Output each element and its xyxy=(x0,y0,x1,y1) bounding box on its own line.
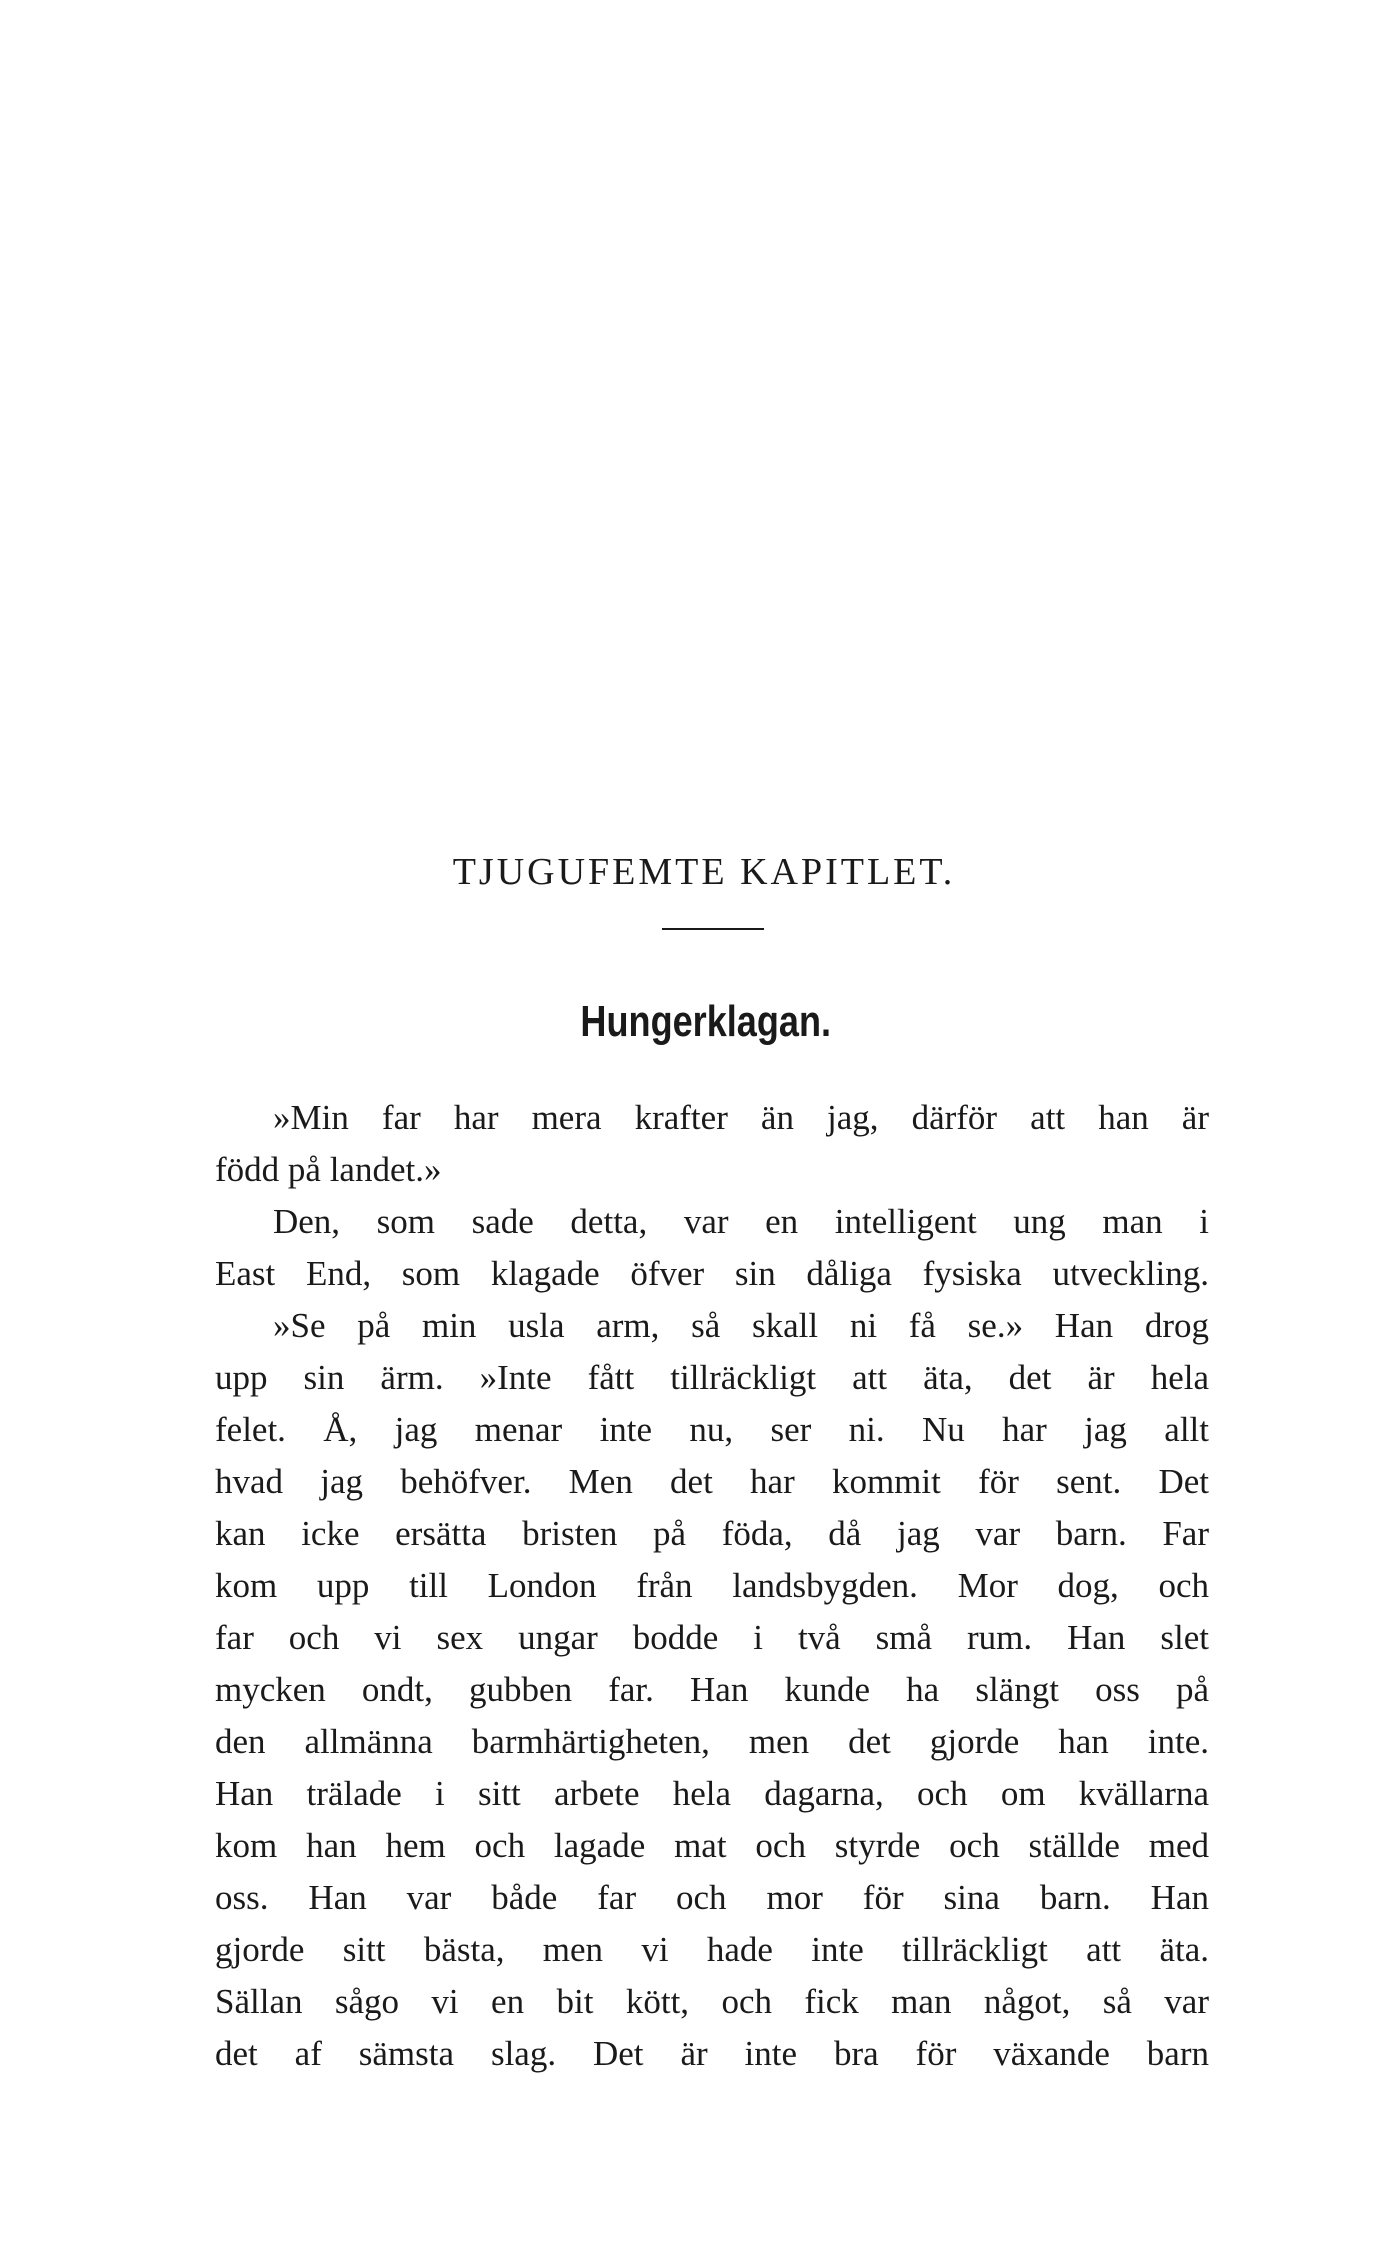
text-line: kom upp till London från landsbygden. Mor dog, och xyxy=(215,1566,1209,1605)
text-line: kan icke ersätta bristen på föda, då jag var barn. Far xyxy=(215,1514,1209,1553)
text-line: oss. Han var både far och mor för sina barn. Han xyxy=(215,1878,1209,1917)
text-line: hvad jag behöfver. Men det har kommit för sent. Det xyxy=(215,1462,1209,1501)
text-line: kom han hem och lagade mat och styrde och ställde med xyxy=(215,1826,1209,1865)
text-line: gjorde sitt bästa, men vi hade inte tillräckligt att äta. xyxy=(215,1930,1209,1969)
text-line: den allmänna barmhärtigheten, men det gjorde han inte. xyxy=(215,1722,1209,1761)
text-line: »Min far har mera krafter än jag, därför att han är xyxy=(273,1098,1209,1137)
text-line: »Se på min usla arm, så skall ni få se.» Han drog xyxy=(273,1306,1209,1345)
text-line: Sällan sågo vi en bit kött, och fick man något, så var xyxy=(215,1982,1209,2021)
chapter-heading: TJUGUFEMTE KAPITLET. xyxy=(452,851,956,893)
heading-divider xyxy=(662,928,764,930)
text-line: född på landet.» xyxy=(215,1150,442,1189)
body-text xyxy=(215,1092,1209,2080)
text-line: det af sämsta slag. Det är inte bra för växande barn xyxy=(215,2034,1209,2073)
text-line: mycken ondt, gubben far. Han kunde ha slängt oss på xyxy=(215,1670,1209,1709)
text-line: Den, som sade detta, var en intelligent ung man i xyxy=(273,1202,1209,1241)
text-line: upp sin ärm. »Inte fått tillräckligt att äta, det är hela xyxy=(215,1358,1209,1397)
text-line: East End, som klagade öfver sin dåliga fysiska utveckling. xyxy=(215,1254,1209,1293)
chapter-title: Hungerklagan. xyxy=(580,997,832,1046)
text-line: Han trälade i sitt arbete hela dagarna, och om kvällarna xyxy=(215,1774,1209,1813)
text-line: felet. Å, jag menar inte nu, ser ni. Nu har jag allt xyxy=(215,1410,1209,1449)
text-line: far och vi sex ungar bodde i två små rum. Han slet xyxy=(215,1618,1209,1657)
